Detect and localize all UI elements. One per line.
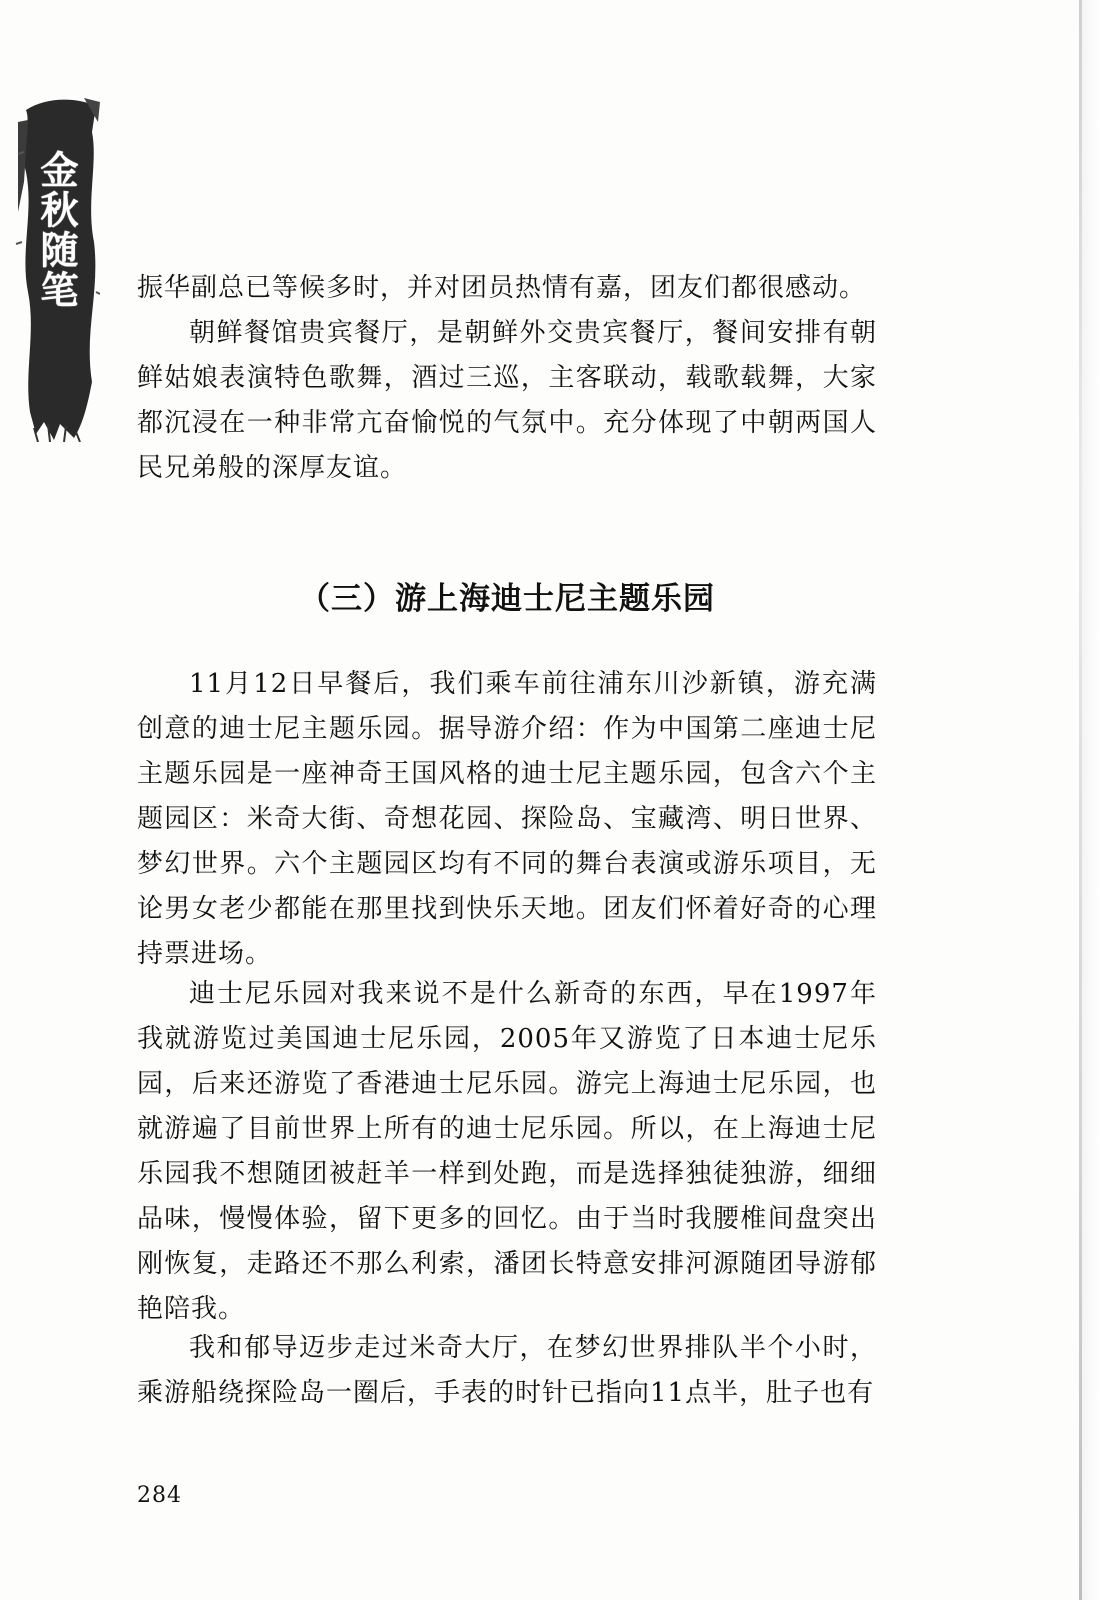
page-number: 284 [137,1483,182,1508]
section-heading: （三）游上海迪士尼主题乐园 [299,581,715,617]
paragraph: 振华副总已等候多时，并对团员热情有嘉，团友们都很感动。 [137,273,867,303]
paragraph: 11月12日早餐后，我们乘车前往浦东川沙新镇，游充满创意的迪士尼主题乐园。据导游介绍：作为中国第二座迪士尼主题乐园是一座神奇王国风格的迪士尼主题乐园，包含六个主题园区：米奇大街、奇想花园、探险岛、宝藏湾、明日世界、梦幻世界。六个主题园区均有不同的舞台表演或游乐项目，无论男女老少都能在那里找到快乐天地。团友们怀着好奇的心理持票进场。 [137,669,877,969]
page-edge-shadow [1082,0,1100,1600]
paragraph: 我和郁导迈步走过米奇大厅，在梦幻世界排队半个小时，乘游船绕探险岛一圈后，手表的时针已指向11点半，肚子也有 [137,1333,877,1408]
badge-title: 金秋随笔 [34,150,79,310]
page-edge-line [1079,0,1082,1600]
paragraph: 迪士尼乐园对我来说不是什么新奇的东西，早在1997年我就游览过美国迪士尼乐园，2005年又游览了日本迪士尼乐园，后来还游览了香港迪士尼乐园。游完上海迪士尼乐园，也就游遍了目前世界上所有的迪士尼乐园。所以，在上海迪士尼乐园我不想随团被赶羊一样到处跑，而是选择独徒独游，细细品味，慢慢体验，留下更多的回忆。由于当时我腰椎间盘突出刚恢复，走路还不那么利索，潘团长特意安排河源随团导游郁艳陪我。 [137,979,877,1324]
paragraph: 朝鲜餐馆贵宾餐厅，是朝鲜外交贵宾餐厅，餐间安排有朝鲜姑娘表演特色歌舞，酒过三巡，主客联动，载歌载舞，大家都沉浸在一种非常亢奋愉悦的气氛中。充分体现了中朝两国人民兄弟般的深厚友谊。 [137,318,877,483]
